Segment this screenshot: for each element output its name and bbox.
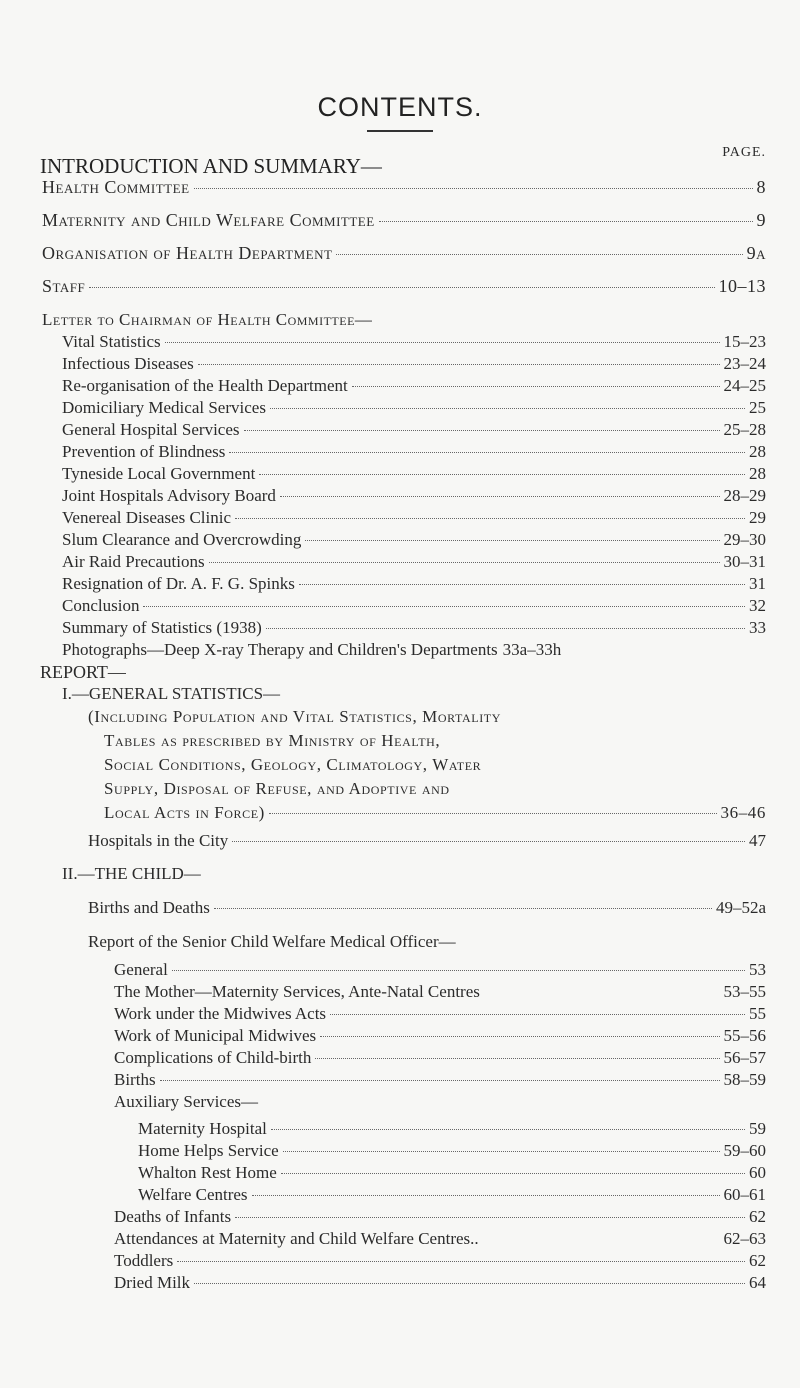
toc-entry-page: 60 [749,1163,766,1182]
toc-entry-label: Attendances at Maternity and Child Welfare Centres.. [114,1229,479,1248]
dot-leader [198,364,720,365]
toc-entry-page: 60–61 [723,1185,766,1204]
toc-entry[interactable] [62,573,766,595]
toc-entry-label: Hospitals in the City [88,831,229,850]
toc-entry[interactable] [62,397,766,419]
dot-leader [281,1173,745,1174]
dot-leader [232,841,745,842]
toc-entry[interactable] [62,419,766,441]
dot-leader [143,606,745,607]
toc-entry[interactable] [42,209,766,231]
report-heading: REPORT— [40,662,126,682]
toc-entry-page: 36–46 [720,803,766,822]
toc-entry[interactable] [114,1272,766,1294]
toc-entry-label: General [114,960,168,979]
toc-entry-label: Re-organisation of the Health Department [62,376,348,395]
dot-leader [229,452,745,453]
toc-entry-page: 62 [749,1207,766,1226]
toc-entry-page: 25–28 [723,420,766,439]
toc-entry-label: Vital Statistics [62,332,161,351]
toc-entry-label: Toddlers [114,1251,174,1270]
toc-entry-page: 53–55 [723,982,766,1001]
toc-entry[interactable] [42,275,766,297]
dot-leader [269,813,717,814]
toc-entry-page: 28 [749,464,766,483]
toc-entry[interactable] [62,441,766,463]
toc-entry-page: 58–59 [723,1070,766,1089]
dot-leader [305,540,719,541]
toc-entry-page: 55–56 [723,1026,766,1045]
toc-entry-page: 62–63 [723,1229,766,1248]
toc-entry[interactable] [42,176,766,198]
toc-entry[interactable] [114,959,766,981]
toc-entry-page: 53 [749,960,766,979]
toc-entry[interactable] [138,1184,766,1206]
toc-entry[interactable] [62,617,766,639]
toc-entry-label: Photographs—Deep X-ray Therapy and Children's Departments [62,640,498,659]
toc-entry[interactable] [62,551,766,573]
dot-leader [172,970,745,971]
toc-entry-page: 29 [749,508,766,527]
toc-entry-label: Joint Hospitals Advisory Board [62,486,276,505]
toc-entry-page: 59–60 [723,1141,766,1160]
toc-entry-label: Venereal Diseases Clinic [62,508,231,527]
general-heading: I.—GENERAL STATISTICS— [62,684,281,703]
toc-entry-page: 49–52a [715,898,766,917]
dot-leader [299,584,745,585]
toc-entry-label: Maternity Hospital [138,1119,267,1138]
toc-entry[interactable] [114,1025,766,1047]
dot-leader [283,1151,720,1152]
toc-entry-page: 9a [746,243,766,263]
toc-entry-label: Maternity and Child Welfare Committee [42,210,375,230]
dot-leader [209,562,720,563]
dot-leader [280,496,720,497]
general-block-line: Supply, Disposal of Refuse, and Adoptive and [104,779,450,798]
toc-entry-page: 56–57 [723,1048,766,1067]
toc-entry[interactable] [88,897,766,919]
toc-entry-label: Slum Clearance and Overcrowding [62,530,302,549]
toc-entry[interactable] [138,1162,766,1184]
child-heading: II.—THE CHILD— [62,864,201,883]
dot-leader [315,1058,719,1059]
toc-entry[interactable] [62,639,784,661]
toc-entry[interactable] [62,507,766,529]
dot-leader [271,1129,745,1130]
toc-entry-page: 23–24 [723,354,766,373]
toc-entry-label: Resignation of Dr. A. F. G. Spinks [62,574,295,593]
general-block-line: Social Conditions, Geology, Climatology, Water [104,755,482,774]
toc-entry[interactable] [62,331,766,353]
toc-entry[interactable] [62,353,766,375]
page-title: CONTENTS. [317,92,483,122]
dot-leader [266,628,745,629]
toc-entry-label: Welfare Centres [138,1185,248,1204]
toc-entry-page: 10–13 [718,276,766,296]
toc-entry[interactable] [114,1206,766,1228]
toc-entry[interactable] [62,485,766,507]
title-rule [367,130,433,132]
dot-leader [379,221,753,222]
dot-leader [330,1014,745,1015]
dot-leader [194,188,753,189]
toc-entry[interactable] [114,1250,766,1272]
toc-entry-label: Local Acts in Force) [104,803,265,822]
toc-entry-label: Domiciliary Medical Services [62,398,266,417]
toc-entry-page: 33 [749,618,766,637]
toc-entry-label: Summary of Statistics (1938) [62,618,262,637]
general-block-line: (Including Population and Vital Statistics, Mortality [88,707,501,726]
dot-leader [320,1036,719,1037]
toc-entry-label: Tyneside Local Government [62,464,256,483]
toc-entry[interactable] [88,830,766,852]
toc-entry-label: Births [114,1070,156,1089]
toc-entry-label: Work under the Midwives Acts [114,1004,327,1023]
toc-entry-page: 15–23 [723,332,766,351]
toc-entry-label: Organisation of Health Department [42,243,333,263]
dot-leader [235,1217,745,1218]
toc-entry-page: 24–25 [723,376,766,395]
toc-entry-page: 55 [749,1004,766,1023]
dot-leader [177,1261,745,1262]
toc-entry-label: Prevention of Blindness [62,442,226,461]
general-block-line: Tables as prescribed by Ministry of Health, [104,731,441,750]
dot-leader [336,254,742,255]
toc-entry-page: 25 [749,398,766,417]
intro-heading: INTRODUCTION AND SUMMARY— [40,154,382,178]
toc-entry-label: Dried Milk [114,1273,191,1292]
page-column-label: PAGE. [722,145,766,160]
dot-leader [352,386,720,387]
toc-entry-label: Staff [42,276,86,296]
dot-leader [165,342,720,343]
toc-entry-page: 62 [749,1251,766,1270]
dot-leader [244,430,720,431]
toc-entry-page: 33a–33h [502,640,562,659]
toc-entry-label: Conclusion [62,596,140,615]
toc-entry[interactable] [138,1118,766,1140]
toc-entry-label: Infectious Diseases [62,354,194,373]
toc-entry[interactable] [114,1047,766,1069]
toc-entry[interactable] [104,802,766,824]
letter-heading: Letter to Chairman of Health Committee— [42,310,373,329]
toc-entry[interactable] [42,242,766,264]
toc-entry[interactable] [62,375,766,397]
toc-entry-label: Whalton Rest Home [138,1163,277,1182]
toc-entry[interactable] [138,1140,766,1162]
toc-entry[interactable] [62,463,766,485]
dot-leader [214,908,712,909]
toc-entry-page: 32 [749,596,766,615]
toc-entry-page: 59 [749,1119,766,1138]
dot-leader [259,474,745,475]
toc-entry-label: Complications of Child-birth [114,1048,312,1067]
toc-entry-page: 28 [749,442,766,461]
toc-entry-label: Air Raid Precautions [62,552,205,571]
toc-entry[interactable] [114,981,766,1003]
toc-entry-label: Births and Deaths [88,898,210,917]
dot-leader [252,1195,720,1196]
toc-entry[interactable] [62,529,766,551]
senior-report-heading: Report of the Senior Child Welfare Medical Officer— [88,932,456,951]
toc-entry-page: 31 [749,574,766,593]
toc-entry-page: 47 [749,831,766,850]
toc-entry-page: 29–30 [723,530,766,549]
dot-leader [235,518,745,519]
toc-entry-label: General Hospital Services [62,420,240,439]
toc-entry[interactable] [62,595,766,617]
dot-leader [160,1080,720,1081]
dot-leader [194,1283,745,1284]
auxiliary-heading: Auxiliary Services— [114,1092,258,1111]
toc-entry-label: Deaths of Infants [114,1207,232,1226]
toc-entry-page: 64 [749,1273,766,1292]
toc-entry-label: Home Helps Service [138,1141,279,1160]
toc-entry-page: 30–31 [723,552,766,571]
toc-entry-label: The Mother—Maternity Services, Ante-Natal Centres [114,982,480,1001]
toc-entry-label: Health Committee [42,177,190,197]
toc-entry[interactable] [114,1069,766,1091]
toc-entry[interactable] [114,1228,766,1250]
dot-leader [89,287,714,288]
toc-entry-label: Work of Municipal Midwives [114,1026,317,1045]
dot-leader [270,408,745,409]
toc-entry-page: 9 [756,210,766,230]
toc-entry[interactable] [114,1003,766,1025]
toc-entry-page: 8 [756,177,766,197]
toc-entry-page: 28–29 [723,486,766,505]
